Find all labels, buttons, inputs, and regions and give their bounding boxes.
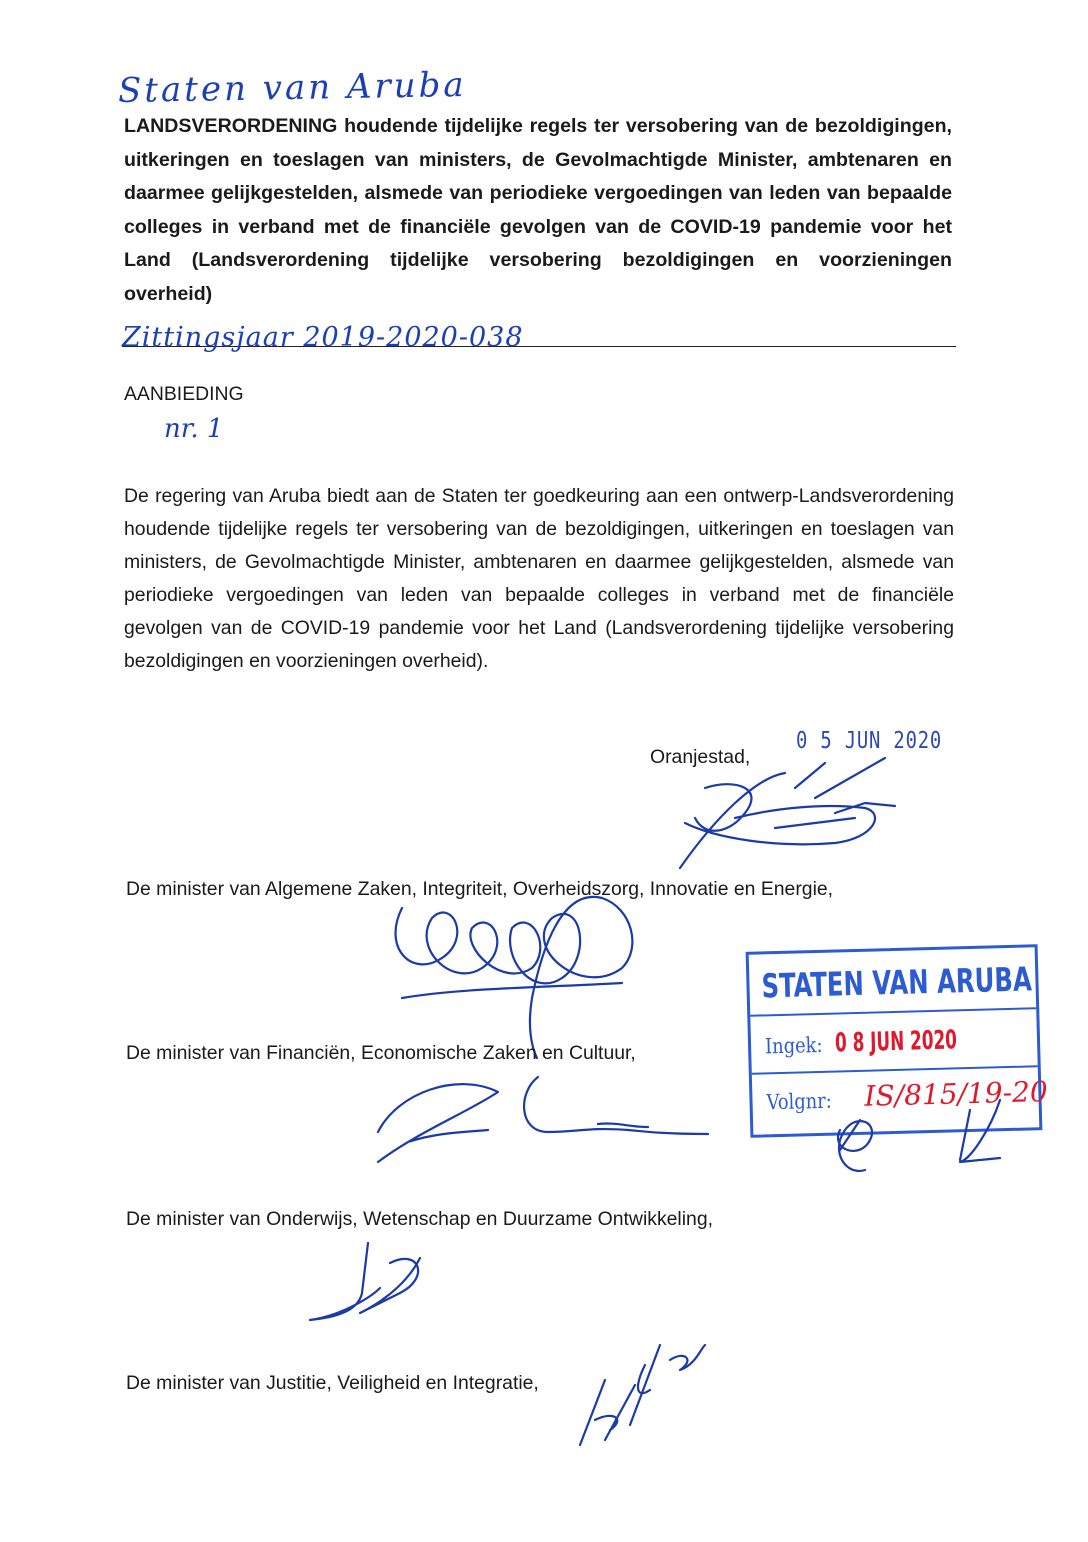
stamp-volgnr-label: Volgnr: (766, 1088, 833, 1115)
handwritten-session-number: Zittingsjaar 2019-2020-038 (122, 322, 524, 353)
minister-line-2: De minister van Financiën, Economische Zaken en Cultuur, (126, 1042, 636, 1064)
signature-1 (675, 758, 895, 878)
handwritten-title: Staten van Aruba (117, 64, 467, 112)
signature-4 (300, 1238, 450, 1328)
signature-5 (575, 1330, 715, 1450)
stamp-initials (820, 1100, 1020, 1180)
stamp-divider (752, 1065, 1038, 1074)
body-paragraph: De regering van Aruba biedt aan de Staten ter goedkeuring aan een ontwerp-Landsverordening houdende tijdelijke regels ter versobering van de bezoldigingen, uitkeringen en toeslagen van ministers, de Gevolmachtigde Minister, ambtenaren en daarmee gelijkgestelden, alsmede van periodieke vergoedingen van leden van bepaalde colleges in verband met de financiële gevolgen van de COVID-19 pandemie voor het Land (Landsverordening tijdelijke versobering bezoldigingen en voorzieningen overheid). (124, 485, 954, 672)
minister-line-4: De minister van Justitie, Veiligheid en Integratie, (126, 1372, 539, 1394)
stamp-title: STATEN VAN ARUBA (761, 959, 1033, 1006)
stamp-divider (750, 1007, 1036, 1016)
signature-2 (382, 888, 642, 1058)
minister-line-1: De minister van Algemene Zaken, Integriteit, Overheidszorg, Innovatie en Energie, (126, 878, 834, 900)
date-stamp: 0 5 JUN 2020 (796, 728, 943, 754)
handwritten-number: nr. 1 (164, 414, 224, 444)
document-title: LANDSVERORDENING houdende tijdelijke regels ter versobering van de bezoldigingen, uitkeringen en toeslagen van ministers, de Gevolmachtigde Minister, ambtenaren en daarmee gelijkgestelden, alsmede van periodieke vergoedingen van leden van bepaalde colleges in verband met de financiële gevolgen van de COVID-19 pandemie voor het Land (Landsverordening tijdelijke versobering bezoldigingen en voorzieningen overheid) (124, 115, 952, 305)
stamp-volgnr-value: IS/815/19-20 (864, 1075, 1049, 1113)
section-heading-aanbieding: AANBIEDING (124, 383, 244, 405)
stamp-ingek-date: 0 8 JUN 2020 (834, 1025, 958, 1059)
signature-3 (368, 1072, 718, 1162)
minister-line-3: De minister van Onderwijs, Wetenschap en Duurzame Ontwikkeling, (126, 1208, 713, 1230)
place-label: Oranjestad, (650, 746, 751, 768)
stamp-ingek-label: Ingek: (764, 1032, 823, 1059)
